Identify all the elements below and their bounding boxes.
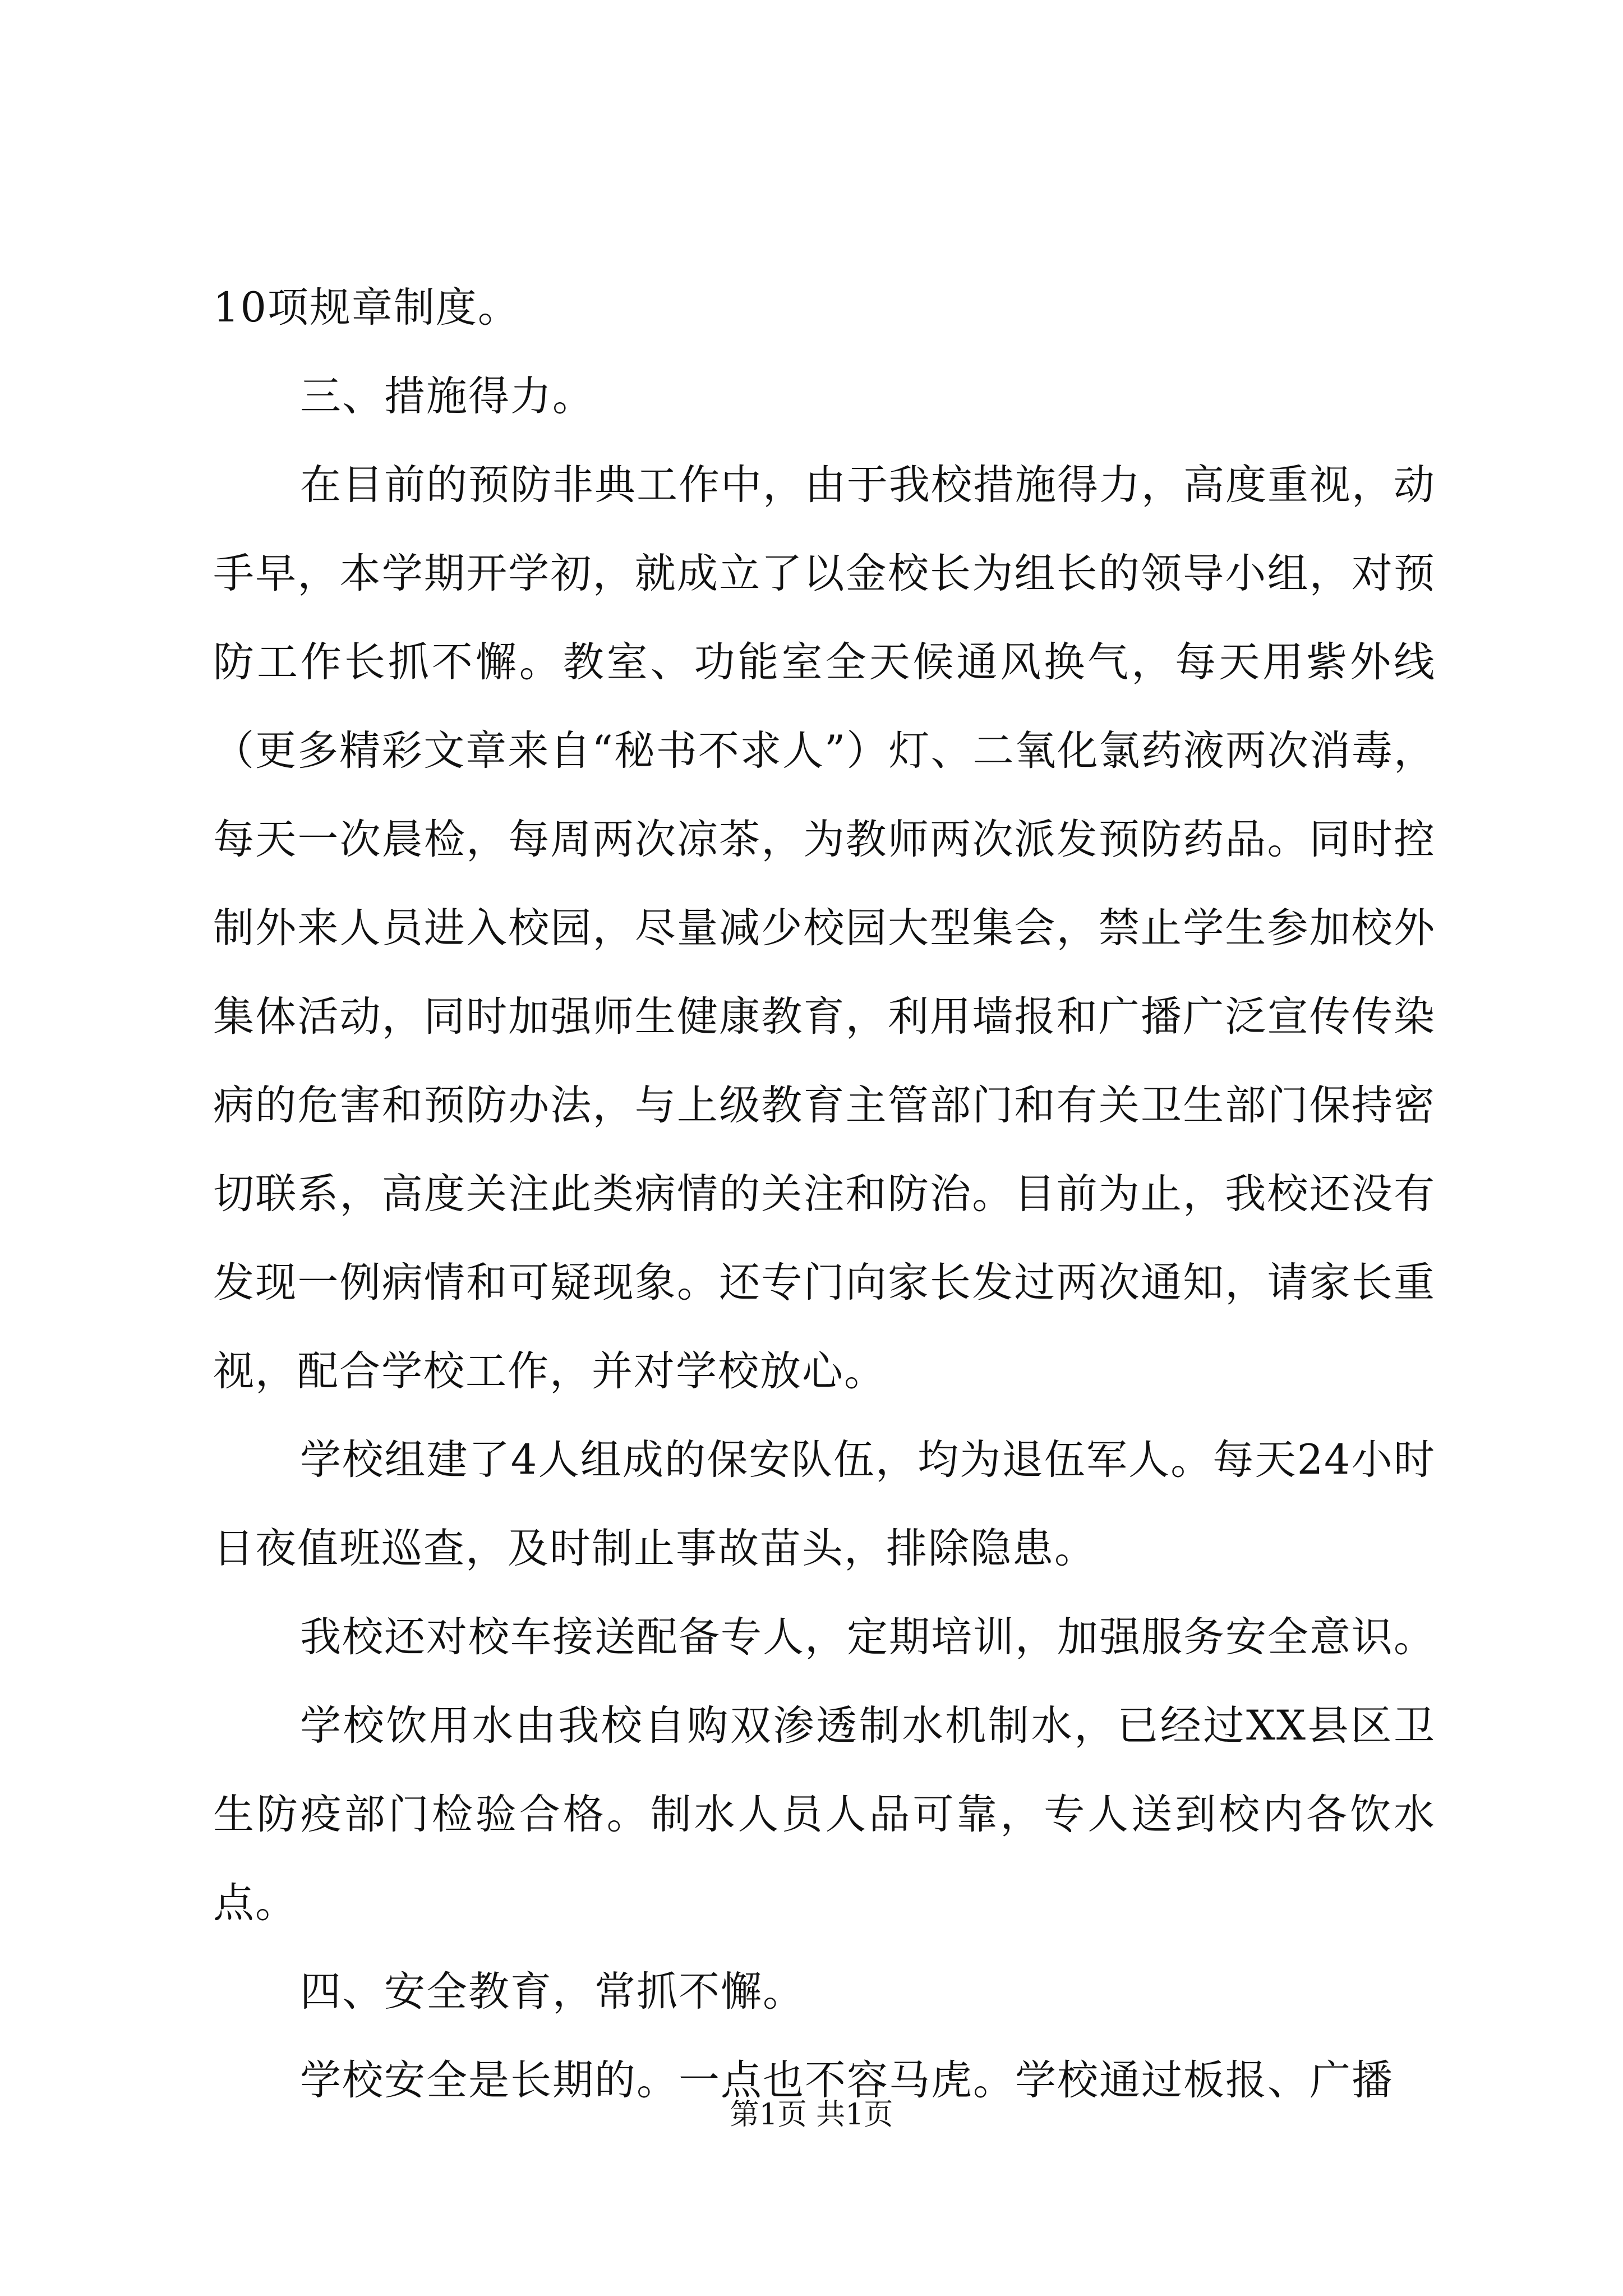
paragraph-2-heading-measures: 三、措施得力。 <box>300 372 594 420</box>
paragraph-7-heading-safety: 四、安全教育，常抓不懈。 <box>300 1968 805 2016</box>
paragraph-4: 学校组建了4人组成的保安队伍，均为退伍军人。每天24小时日夜值班巡查，及时制止事故苗头，排除隐患。 <box>213 1436 1436 1572</box>
paragraph-3: 在目前的预防非典工作中，由于我校措施得力，高度重视，动手早，本学期开学初，就成立了以金校长为组长的领导小组，对预防工作长抓不懈。教室、功能室全天候通风换气，每天用紫外线（更多精彩文章来自“秘书不求人”）灯、二氧化氯药液两次消毒，每天一次晨检，每周两次凉茶，为教师两次派发预防药品。同时控制外来人员进入校园，尽量减少校园大型集会，禁止学生参加校外集体活动，同时加强师生健康教育，利用墙报和广播广泛宣传传染病的危害和预防办法，与上级教育主管部门和有关卫生部门保持密切联系，高度关注此类病情的关注和防治。目前为止，我校还没有发现一例病情和可疑现象。还专门向家长发过两次通知，请家长重视，配合学校工作，并对学校放心。 <box>213 461 1436 1395</box>
page-footer: 第1页 共1页 <box>730 2098 893 2132</box>
document-body <box>213 264 1436 2125</box>
paragraph-5: 我校还对校车接送配备专人，定期培训，加强服务安全意识。 <box>300 1613 1436 1661</box>
paragraph-6: 学校饮用水由我校自购双渗透制水机制水，已经过XX县区卫生防疫部门检验合格。制水人员人品可靠，专人送到校内各饮水点。 <box>213 1702 1436 1927</box>
paragraph-1: 10项规章制度。 <box>213 284 520 332</box>
paragraph-8: 学校安全是长期的。一点也不容马虎。学校通过板报、广播 <box>300 2056 1394 2104</box>
